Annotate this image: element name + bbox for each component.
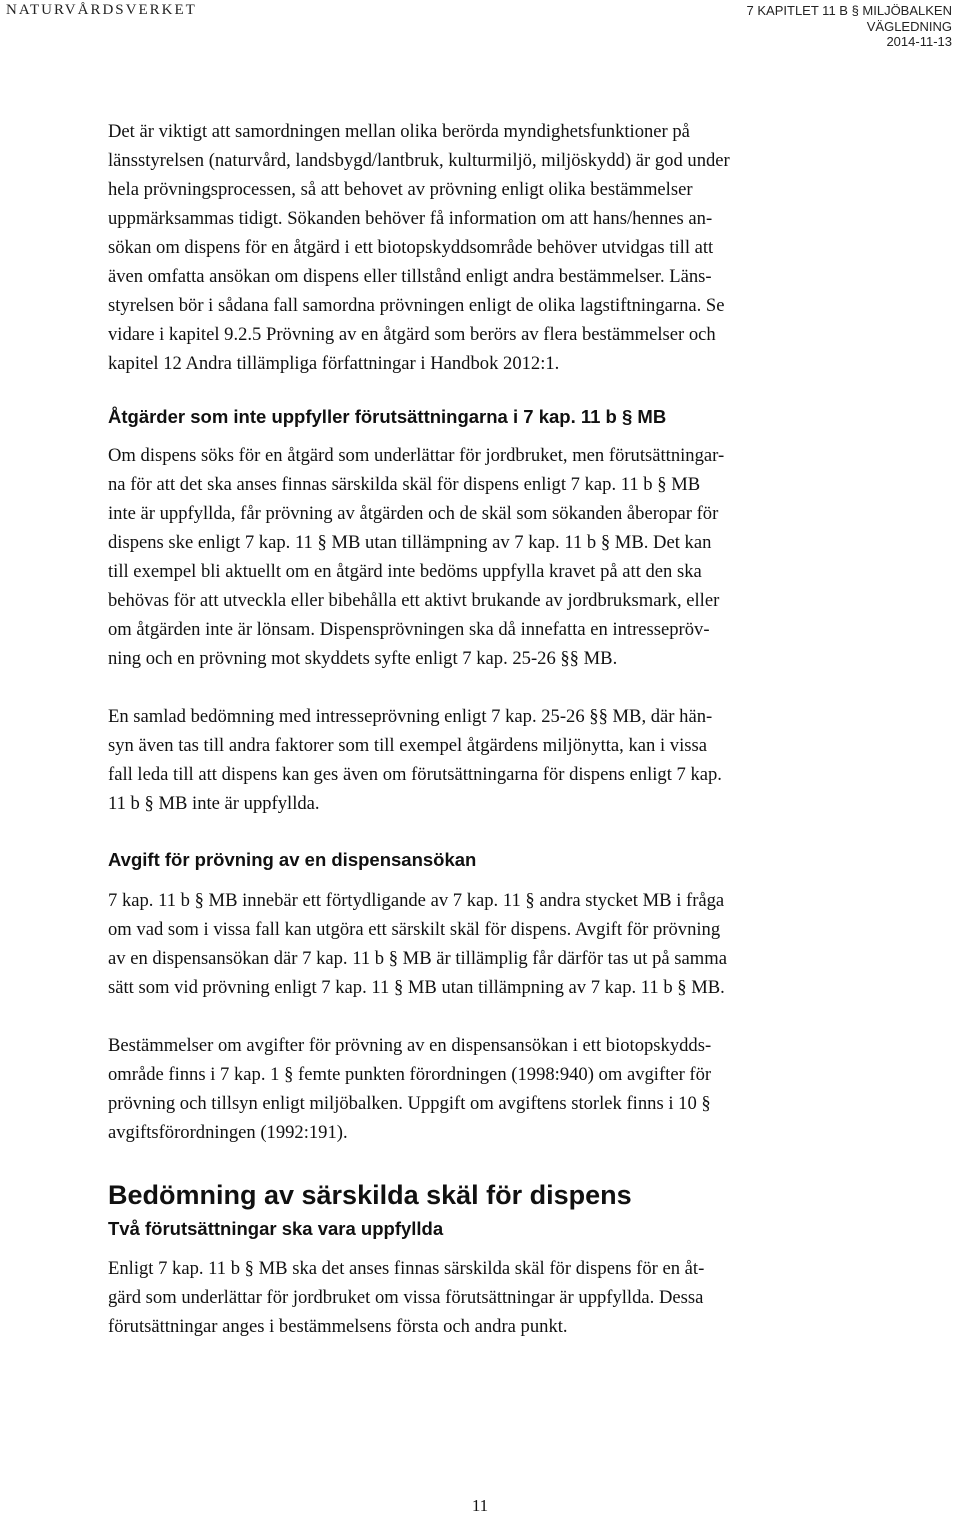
paragraph-avgift-2: Bestämmelser om avgifter för prövning av en dispensansökan i ett biotopskydds- område finns i 7 kap. 1 § femte punkten förordningen (1998:940) om avgifter för prövning och tillsyn enligt miljöbalken. Uppgift om avgiftens storlek finns i 10 § avgiftsförordningen (1992:191). [108, 1035, 712, 1143]
heading-atgarder: Åtgärder som inte uppfyller förutsättningarna i 7 kap. 11 b § MB [108, 406, 667, 427]
header-chapter: 7 KAPITLET 11 B § MILJÖBALKEN [746, 3, 952, 18]
page-body [108, 117, 848, 1341]
header-doc-type: VÄGLEDNING [866, 18, 952, 34]
header-org: NATURVÅRDSVERKET [6, 2, 197, 18]
paragraph-avgift-1: 7 kap. 11 b § MB innebär ett förtydligande av 7 kap. 11 § andra stycket MB i fråga om vad som i vissa fall kan utgöra ett särskilt skäl för dispens. Avgift för prövning av en dispensansökan där 7 kap. 11 b § MB är tillämplig får därför tas ut på samma sätt som vid prövning enligt 7 kap. 11 § MB utan tillämpning av 7 kap. 11 b § MB. [108, 890, 727, 998]
heading-tva-forutsattningar: Två förutsättningar ska vara uppfyllda [108, 1218, 444, 1239]
header-meta [747, 3, 952, 50]
heading-avgift: Avgift för prövning av en dispensansökan [108, 849, 477, 870]
heading-bedomning: Bedömning av särskilda skäl för dispens [108, 1180, 632, 1210]
paragraph-samlad-bedomning: En samlad bedömning med intresseprövning enligt 7 kap. 25-26 §§ MB, där hän- syn även tas till andra faktorer som till exempel åtgärdens miljönytta, kan i vissa fall leda till att dispens kan ges även om förutsättningarna för dispens enligt 7 kap. 11 b § MB inte är uppfyllda. [108, 706, 722, 814]
paragraph-samordning: Det är viktigt att samordningen mellan olika berörda myndighetsfunktioner på länsstyrelsen (naturvård, landsbygd/lantbruk, kulturmiljö, miljöskydd) är god under hela prövningsprocessen, så att behovet av prövning enligt olika bestämmelser uppmärksammas tidigt. Sökanden behöver få information om att hans/hennes an- sökan om dispens för en åtgärd i ett biotopskyddsområde behöver utvidgas till att även omfatta ansökan om dispens eller tillstånd enligt andra bestämmelser. Läns- styrelsen bör i sådana fall samordna prövningen enligt de olika lagstiftningarna. Se vidare i kapitel 9.2.5 Prövning av en åtgärd som berörs av flera bestämmelser och kapitel 12 Andra tillämpliga författningar i Handbok 2012:1. [108, 121, 730, 374]
header-date: 2014-11-13 [886, 34, 952, 49]
paragraph-enligt: Enligt 7 kap. 11 b § MB ska det anses finnas särskilda skäl för dispens för en åt- gärd som underlättar för jordbruket om vissa förutsättningar är uppfyllda. Dessa förutsättningar anges i bestämmelsens första och andra punkt. [108, 1258, 705, 1337]
page-number: 11 [471, 1496, 489, 1515]
paragraph-om-dispens: Om dispens söks för en åtgärd som underlättar för jordbruket, men förutsättningar- na för att det ska anses finnas särskilda skäl för dispens enligt 7 kap. 11 b § MB inte är uppfyllda, får prövning av åtgärden och de skäl som sökanden åberopar för dispens ske enligt 7 kap. 11 § MB utan tillämpning av 7 kap. 11 b § MB. Det kan till exempel bli aktuellt om en åtgärd inte bedöms uppfylla kravet på att den ska behövas för att utveckla eller bibehålla ett aktivt brukande av jordbruksmark, eller om åtgärden inte är lönsam. Dispensprövningen ska då innefatta en intressepröv- ning och en prövning mot skyddets syfte enligt 7 kap. 25-26 §§ MB. [108, 445, 725, 669]
